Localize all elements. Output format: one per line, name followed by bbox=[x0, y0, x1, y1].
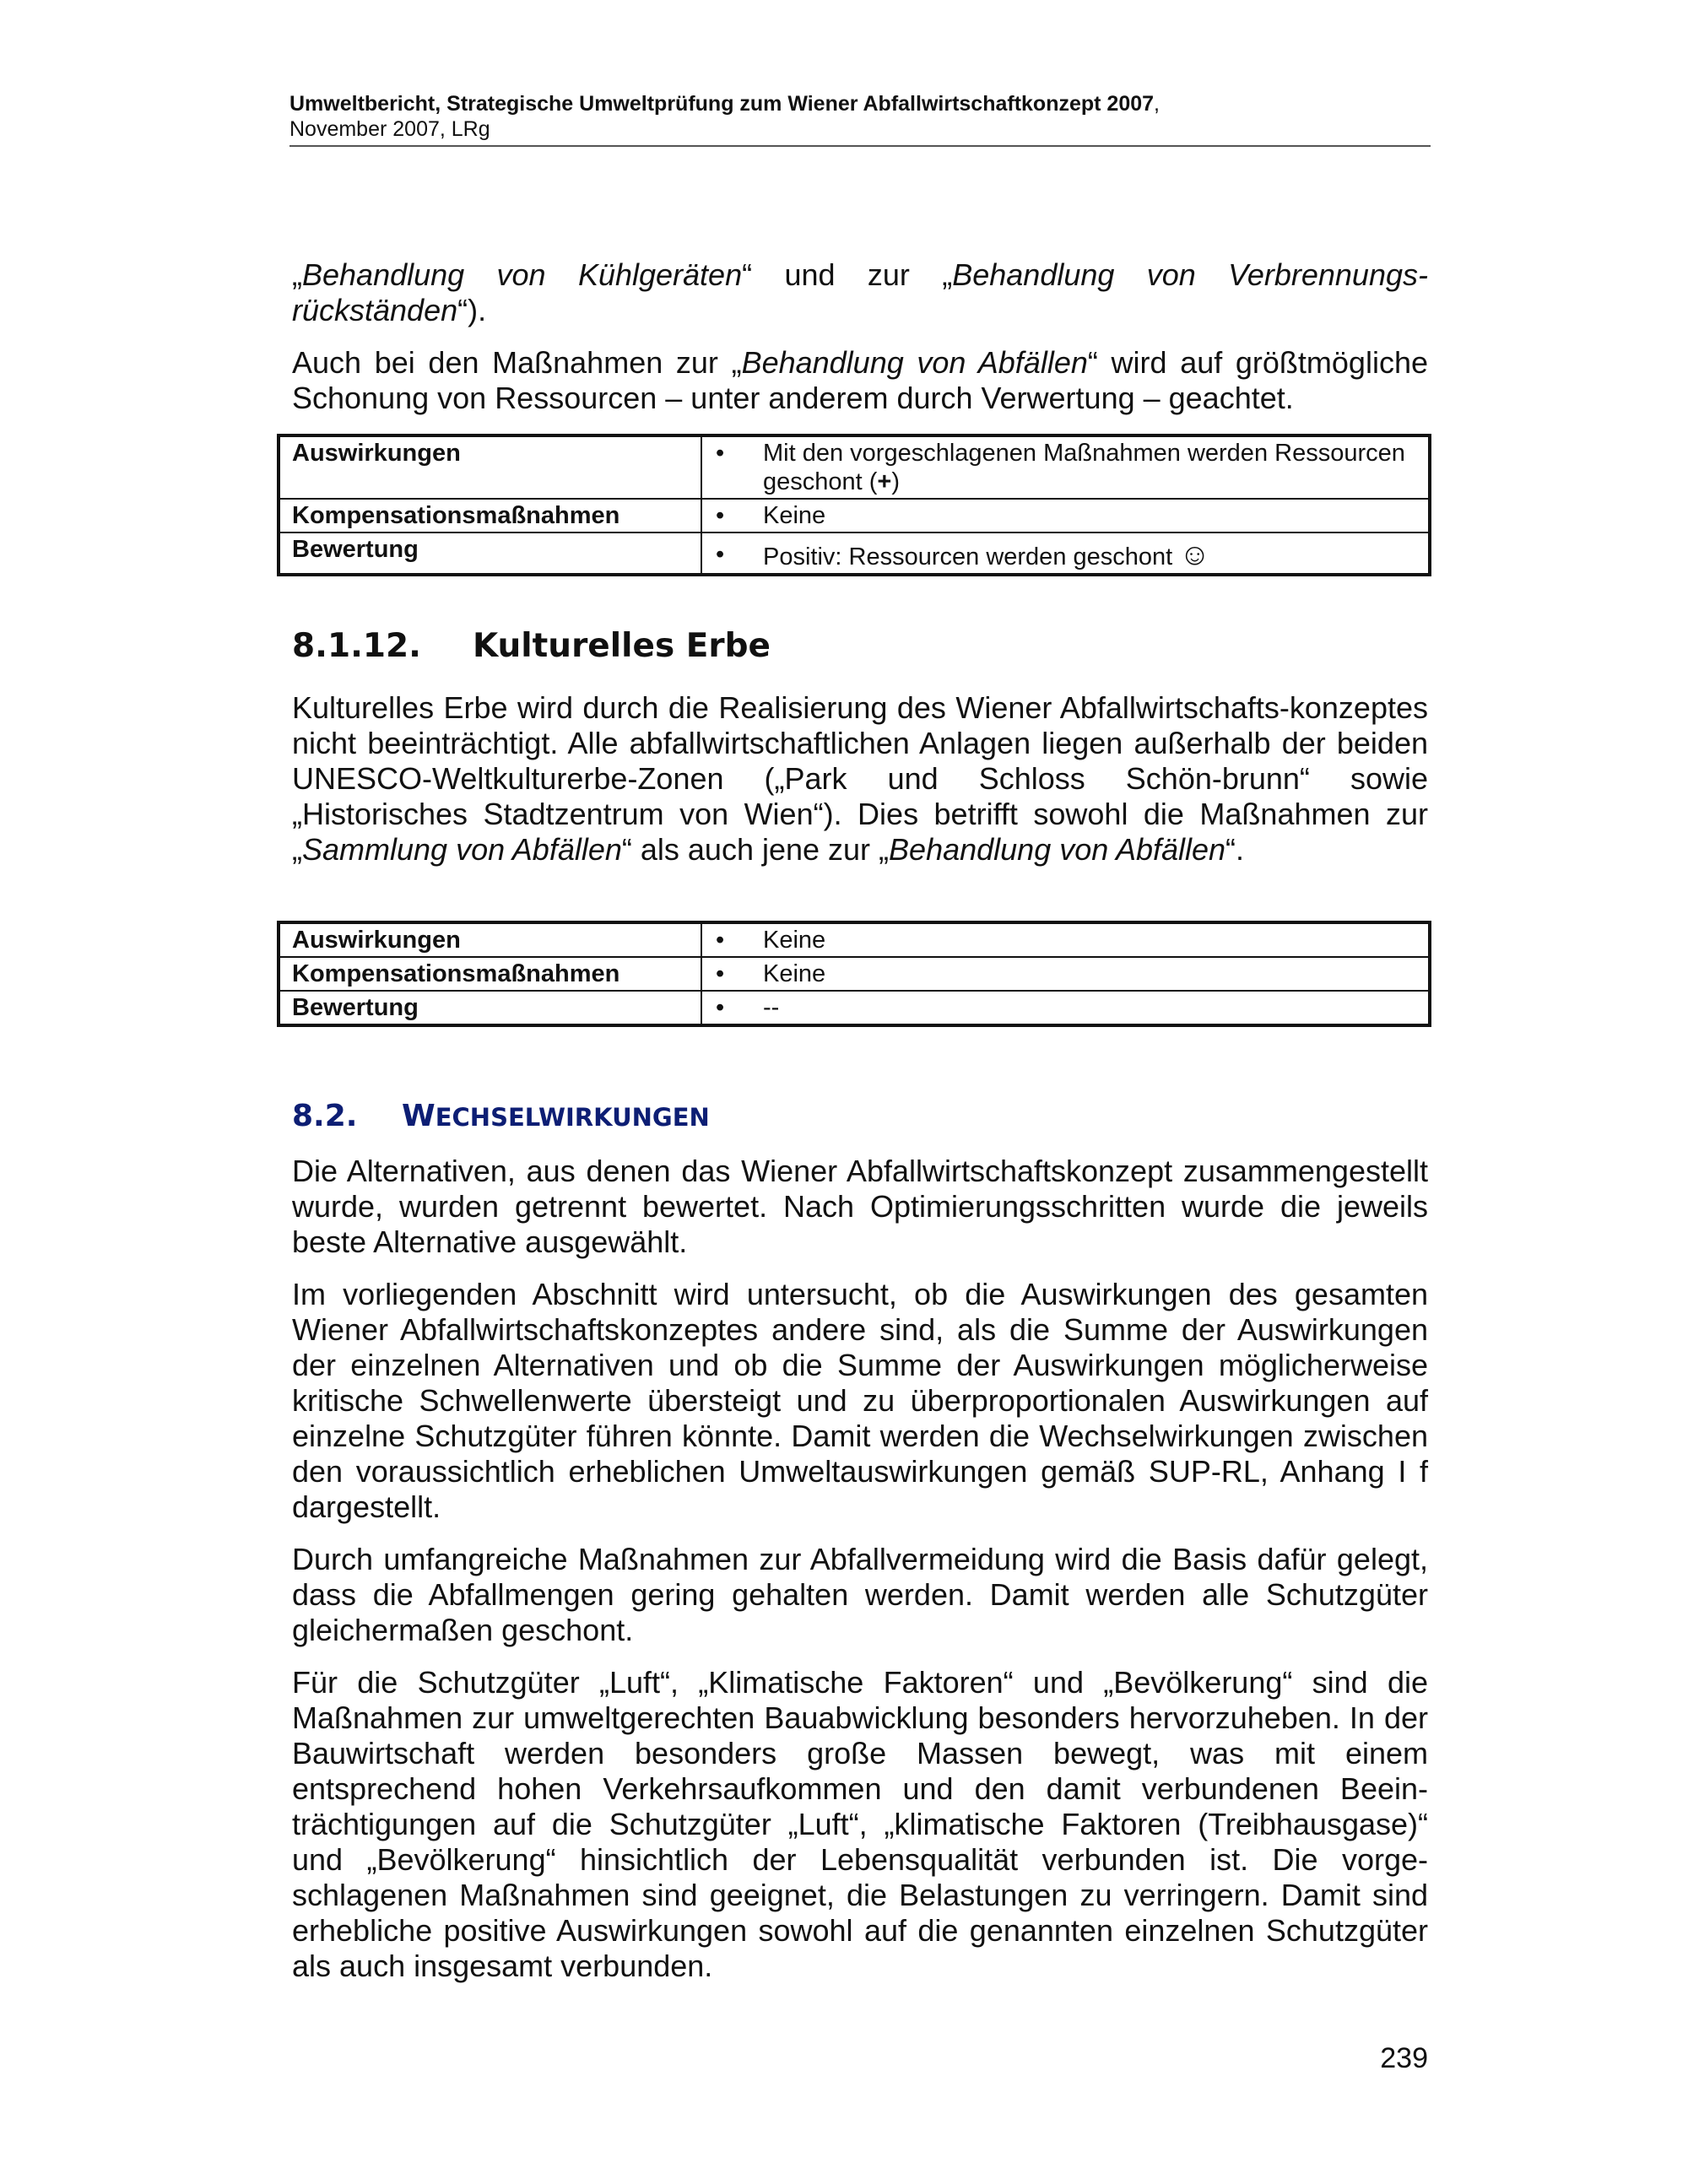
paragraph-abfallvermeidung: Durch umfangreiche Maßnahmen zur Abfallvermeidung wird die Basis dafür gelegt, dass die Abfallmengen gering gehalten werden. Damit werden alle Schutzgüter gleichermaßen geschont. bbox=[292, 1542, 1428, 1647]
plus-sign: + bbox=[877, 468, 892, 495]
table-row bbox=[279, 435, 1430, 499]
italic-term: Behandlung von Abfällen bbox=[741, 345, 1088, 380]
value-text: Keine bbox=[763, 927, 826, 954]
paragraph-alternativen: Die Alternativen, aus denen das Wiener Abfallwirtschaftskonzept zusammengestellt wurde, wurden getrennt bewertet. Nach Optimierungsschritten wurde die jeweils beste Alternative ausgewählt. bbox=[292, 1154, 1428, 1259]
smiley-icon: ☺ bbox=[1179, 537, 1211, 571]
row-value bbox=[701, 435, 1430, 499]
quote-mark: „ bbox=[292, 257, 302, 292]
row-label: Bewertung bbox=[279, 532, 701, 575]
text-run: “ als auch jene zur „ bbox=[621, 832, 890, 867]
paragraph-schutzgueter: Für die Schutzgüter „Luft“, „Klimatische Faktoren“ und „Bevölkerung“ sind die Maßnahmen zur umweltgerechten Bauabwicklung besonders hervorzuheben. In der Bauwirtschaft werden besonders große Massen bewegt, was mit einem entsprechend hohen Verkehrsaufkommen und den damit verbundenen Beein-trächtigungen auf die Schutzgüter „Luft“, „klimatische Faktoren (Treibhausgase)“ und „Bevölkerung“ hinsichtlich der Lebensqualität verbunden ist. Die vorge-schlagenen Maßnahmen sind geeignet, die Belastungen zu verringern. Damit sind erhebliche positive Auswirkungen sowohl auf die genannten einzelnen Schutzgüter als auch insgesamt verbunden. bbox=[292, 1665, 1428, 1983]
value-text: Mit den vorgeschlagenen Maßnahmen werden Ressourcen geschont ( bbox=[763, 440, 1405, 495]
text-run: “). bbox=[457, 293, 487, 327]
text-run: Auch bei den Maßnahmen zur „ bbox=[292, 345, 742, 380]
value-text: Keine bbox=[763, 502, 826, 529]
table-row bbox=[279, 957, 1430, 991]
table-row bbox=[279, 532, 1430, 575]
text-run: “ und zur „ bbox=[742, 257, 953, 292]
value-text: ) bbox=[891, 468, 901, 495]
section-heading-wechselwirkungen bbox=[292, 1099, 710, 1133]
header-subtitle: November 2007, LRg bbox=[289, 117, 490, 141]
paragraph-kulturelles-erbe bbox=[292, 690, 1428, 868]
text-run: “. bbox=[1225, 832, 1245, 867]
section-title-initial: W bbox=[402, 1099, 436, 1133]
row-label: Kompensationsmaßnahmen bbox=[279, 499, 701, 532]
section-number: 8.1.12. bbox=[292, 627, 421, 665]
row-value bbox=[701, 499, 1430, 532]
page-number: 239 bbox=[1380, 2042, 1428, 2074]
section-number: 8.2. bbox=[292, 1099, 358, 1133]
header-title-line bbox=[289, 91, 1431, 116]
bullet: • bbox=[716, 960, 725, 987]
italic-term: Behandlung von Kühlgeräten bbox=[302, 257, 743, 292]
value-text: -- bbox=[763, 994, 780, 1021]
table-row bbox=[279, 991, 1430, 1025]
header-title: Umweltbericht, Strategische Umweltprüfung zum Wiener Abfallwirtschaftkonzept 2007 bbox=[289, 92, 1155, 116]
evaluation-table-abfaelle bbox=[277, 434, 1431, 576]
row-label: Auswirkungen bbox=[279, 435, 701, 499]
section-heading-kulturelles-erbe bbox=[292, 627, 771, 665]
header-comma: , bbox=[1154, 92, 1160, 116]
row-value bbox=[701, 922, 1430, 957]
bullet: • bbox=[716, 541, 725, 568]
row-value bbox=[701, 532, 1430, 575]
value-text: Keine bbox=[763, 960, 826, 987]
table-row bbox=[279, 922, 1430, 957]
evaluation-table-kulturelles-erbe bbox=[277, 921, 1431, 1027]
paragraph-continued bbox=[292, 257, 1428, 328]
row-label: Auswirkungen bbox=[279, 922, 701, 957]
italic-term: Behandlung von Abfällen bbox=[889, 832, 1226, 867]
row-label: Bewertung bbox=[279, 991, 701, 1025]
text-run: Kulturelles Erbe wird durch die Realisierung des Wiener Abfallwirtschafts-konzeptes nicht beeinträchtigt. Alle abfallwirtschaftlichen Anlagen liegen außerhalb der beiden UNESCO-Weltkulturerbe-Zonen („Park und Schloss Schön-brunn“ sowie „Historisches Stadtzentrum von Wien“). Dies betrifft sowohl die Maßnahmen zur „ bbox=[292, 690, 1428, 867]
value-text: Positiv: Ressourcen werden geschont bbox=[763, 543, 1173, 570]
section-title: Kulturelles Erbe bbox=[473, 627, 771, 665]
bullet: • bbox=[716, 440, 725, 467]
page-header bbox=[289, 91, 1431, 147]
row-value bbox=[701, 991, 1430, 1025]
bullet: • bbox=[716, 994, 725, 1021]
bullet: • bbox=[716, 927, 725, 954]
section-title-rest: ECHSELWIRKUNGEN bbox=[435, 1103, 710, 1132]
text-run: “ wird auf größtmögliche Schonung von Ressourcen – unter anderem durch Verwertung – geachtet. bbox=[292, 345, 1428, 415]
italic-term: Sammlung von Abfällen bbox=[302, 832, 622, 867]
table-row bbox=[279, 499, 1430, 532]
row-value bbox=[701, 957, 1430, 991]
italic-term: Behandlung von Verbrennungs-rückständen bbox=[292, 257, 1428, 327]
bullet: • bbox=[716, 502, 725, 529]
row-label: Kompensationsmaßnahmen bbox=[279, 957, 701, 991]
paragraph-abschnitt: Im vorliegenden Abschnitt wird untersucht, ob die Auswirkungen des gesamten Wiener Abfallwirtschaftskonzeptes andere sind, als die Summe der Auswirkungen der einzelnen Alternativen und ob die Summe der Auswirkungen möglicherweise kritische Schwellenwerte übersteigt und zu überproportionalen Auswirkungen auf einzelne Schutzgüter führen könnte. Damit werden die Wechselwirkungen zwischen den voraussichtlich erheblichen Umweltauswirkungen gemäß SUP-RL, Anhang I f dargestellt. bbox=[292, 1277, 1428, 1524]
paragraph-ressourcen bbox=[292, 345, 1428, 416]
